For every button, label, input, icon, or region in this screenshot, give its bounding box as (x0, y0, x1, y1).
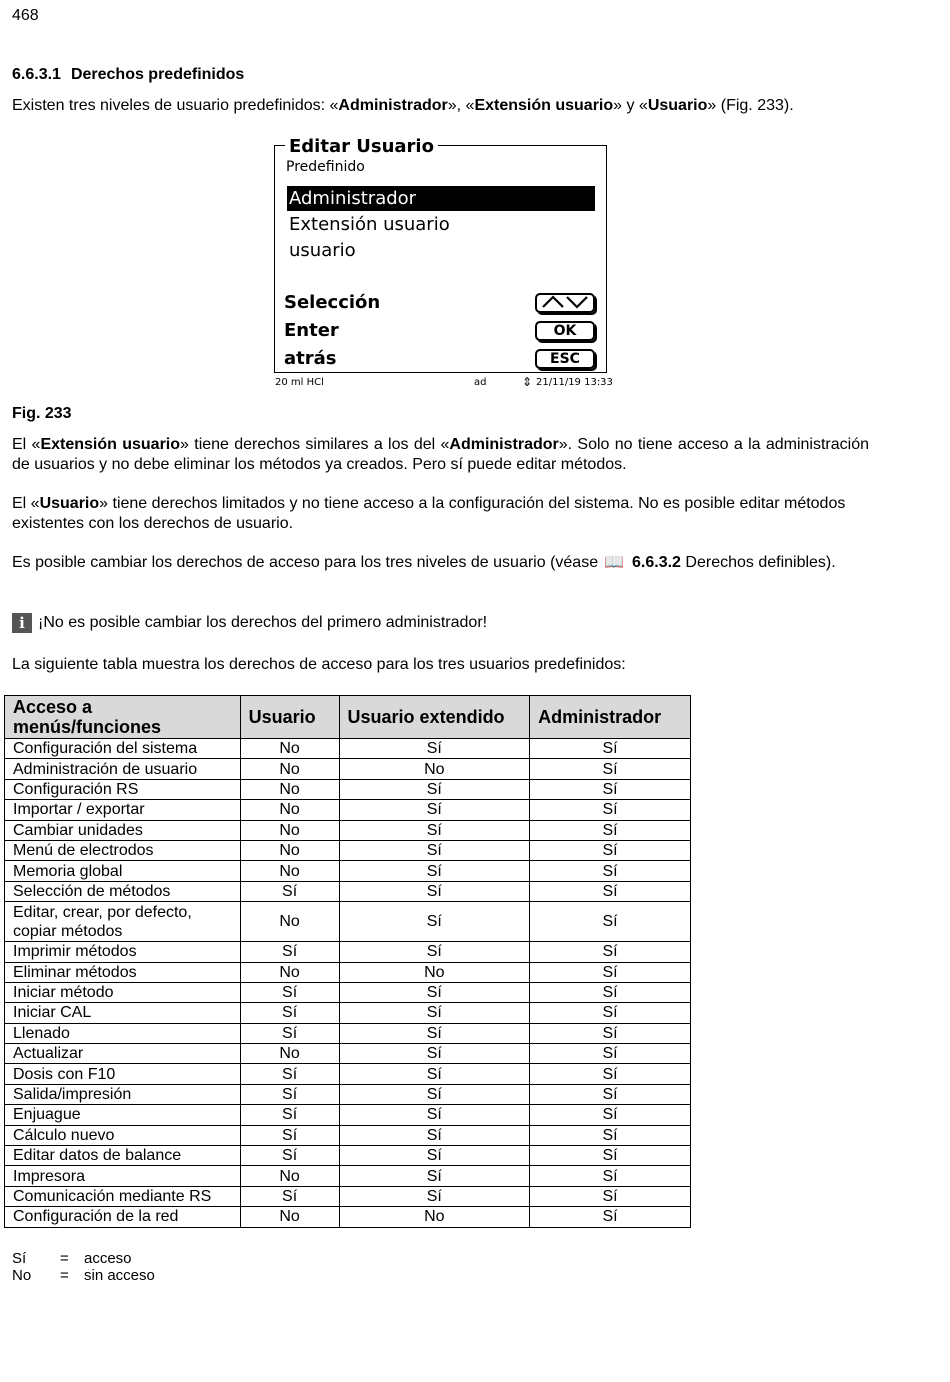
row-access-cell: Sí (530, 942, 691, 962)
row-access-cell: Sí (339, 739, 530, 759)
row-access-cell: Sí (240, 1186, 339, 1206)
table-row (5, 1044, 691, 1064)
row-access-cell: Sí (530, 1105, 691, 1125)
row-access-cell: Sí (339, 942, 530, 962)
row-function-cell: Menú de electrodos (5, 840, 241, 860)
row-access-cell: Sí (339, 1146, 530, 1166)
row-function-cell: Actualizar (5, 1044, 241, 1064)
table-row (5, 820, 691, 840)
row-function-cell: Editar, crear, por defecto, copiar métodos (5, 902, 241, 942)
usb-icon: ⇕ (522, 375, 533, 389)
row-function-cell: Iniciar método (5, 982, 241, 1002)
row-function-cell: Iniciar CAL (5, 1003, 241, 1023)
table-row (5, 1186, 691, 1206)
table-row (5, 861, 691, 881)
esc-button[interactable]: ESC (535, 349, 595, 369)
row-access-cell: Sí (530, 800, 691, 820)
row-function-cell: Importar / exportar (5, 800, 241, 820)
row-access-cell: Sí (339, 1003, 530, 1023)
row-access-cell: Sí (530, 1003, 691, 1023)
ok-button[interactable]: OK (535, 321, 595, 341)
row-access-cell: Sí (530, 881, 691, 901)
row-access-cell: Sí (530, 982, 691, 1002)
row-access-cell: No (339, 759, 530, 779)
row-access-cell: Sí (530, 779, 691, 799)
table-intro: La siguiente tabla muestra los derechos de acceso para los tres usuarios predefinidos: (12, 656, 626, 673)
row-access-cell: Sí (240, 1003, 339, 1023)
row-access-cell: Sí (339, 1105, 530, 1125)
row-function-cell: Configuración RS (5, 779, 241, 799)
row-access-cell: Sí (530, 962, 691, 982)
table-row (5, 739, 691, 759)
row-access-cell: Sí (530, 1166, 691, 1186)
book-icon: 📖 (604, 554, 625, 571)
screen-subtitle: Predefinido (286, 159, 365, 175)
row-access-cell: No (240, 1044, 339, 1064)
table-row (5, 1084, 691, 1104)
row-access-cell: Sí (240, 1023, 339, 1043)
info-note (12, 613, 869, 633)
table-header-row (5, 696, 691, 739)
section-heading (12, 66, 244, 84)
table-row (5, 942, 691, 962)
row-access-cell: Sí (530, 739, 691, 759)
row-access-cell: Sí (339, 779, 530, 799)
column-header-usuario: Usuario (240, 696, 339, 739)
arrows-key-button[interactable] (535, 293, 595, 313)
row-access-cell: Sí (240, 1084, 339, 1104)
column-header-administrador: Administrador (530, 696, 691, 739)
row-access-cell: Sí (530, 1064, 691, 1084)
row-access-cell: Sí (530, 1146, 691, 1166)
row-function-cell: Impresora (5, 1166, 241, 1186)
status-datetime: 21/11/19 13:33 (536, 377, 613, 388)
section-title: Derechos predefinidos (70, 66, 245, 83)
table-row (5, 982, 691, 1002)
device-screen (274, 136, 607, 373)
row-access-cell: Sí (339, 1125, 530, 1145)
table-row (5, 1125, 691, 1145)
row-function-cell: Configuración del sistema (5, 739, 241, 759)
row-access-cell: No (240, 1207, 339, 1227)
row-function-cell: Configuración de la red (5, 1207, 241, 1227)
row-access-cell: No (240, 1166, 339, 1186)
row-access-cell: Sí (530, 1084, 691, 1104)
row-access-cell: No (240, 861, 339, 881)
row-access-cell: Sí (339, 982, 530, 1002)
row-function-cell: Eliminar métodos (5, 962, 241, 982)
row-access-cell: No (240, 902, 339, 942)
up-down-arrows-icon (539, 295, 591, 309)
row-access-cell: Sí (339, 1166, 530, 1186)
row-function-cell: Dosis con F10 (5, 1064, 241, 1084)
screen-title: Editar Usuario (285, 136, 438, 158)
row-function-cell: Llenado (5, 1023, 241, 1043)
row-access-cell: Sí (530, 1207, 691, 1227)
row-access-cell: Sí (530, 1186, 691, 1206)
row-access-cell: No (240, 759, 339, 779)
column-header-usuario-extendido: Usuario extendido (339, 696, 530, 739)
paragraph-usuario: El «Usuario» tiene derechos limitados y no tiene acceso a la configuración del sistema. No es posible editar métodos existentes con los derechos de usuario. (12, 495, 846, 532)
page-number: 468 (12, 7, 39, 24)
row-function-cell: Comunicación mediante RS (5, 1186, 241, 1206)
table-row (5, 800, 691, 820)
table-row (5, 1166, 691, 1186)
row-access-cell: Sí (339, 840, 530, 860)
row-access-cell: Sí (339, 881, 530, 901)
row-access-cell: Sí (339, 1186, 530, 1206)
table-row (5, 759, 691, 779)
section-number: 6.6.3.1 (12, 66, 61, 83)
row-access-cell: Sí (339, 1023, 530, 1043)
info-icon: i (12, 613, 32, 633)
table-row (5, 1207, 691, 1227)
menu-item-usuario[interactable]: usuario (289, 240, 356, 261)
table-row (5, 1023, 691, 1043)
row-access-cell: Sí (530, 861, 691, 881)
row-access-cell: Sí (339, 861, 530, 881)
row-access-cell: Sí (240, 1064, 339, 1084)
row-access-cell: No (240, 800, 339, 820)
row-access-cell: Sí (240, 982, 339, 1002)
table-row (5, 1146, 691, 1166)
row-function-cell: Salida/impresión (5, 1084, 241, 1104)
row-function-cell: Cálculo nuevo (5, 1125, 241, 1145)
figure-caption: Fig. 233 (12, 405, 72, 422)
row-access-cell: Sí (240, 1125, 339, 1145)
intro-paragraph: Existen tres niveles de usuario predefinidos: «Administrador», «Extensión usuario» y «Usuario» (Fig. 233). (12, 97, 794, 114)
legend-row: No = sin acceso (12, 1267, 155, 1284)
row-access-cell: Sí (530, 902, 691, 942)
row-access-cell: Sí (530, 1023, 691, 1043)
row-access-cell: Sí (530, 840, 691, 860)
row-access-cell: Sí (530, 820, 691, 840)
table-row (5, 1064, 691, 1084)
table-row (5, 1105, 691, 1125)
column-header-acceso: Acceso a menús/funciones (5, 696, 241, 739)
row-access-cell: Sí (339, 902, 530, 942)
table-row (5, 962, 691, 982)
table-row (5, 779, 691, 799)
row-access-cell: Sí (240, 1146, 339, 1166)
row-access-cell: Sí (530, 1125, 691, 1145)
table-row (5, 1003, 691, 1023)
row-access-cell: No (240, 779, 339, 799)
row-function-cell: Imprimir métodos (5, 942, 241, 962)
paragraph-extension-usuario: El «Extensión usuario» tiene derechos similares a los del «Administrador». Solo no tiene acceso a la administración de usuarios y no debe eliminar los métodos ya creados. Pero sí puede editar métodos. (12, 436, 870, 473)
row-access-cell: No (339, 962, 530, 982)
row-access-cell: Sí (240, 1105, 339, 1125)
row-access-cell: Sí (339, 800, 530, 820)
row-access-cell: No (240, 820, 339, 840)
row-access-cell: No (240, 739, 339, 759)
row-function-cell: Enjuague (5, 1105, 241, 1125)
status-user: ad (474, 377, 487, 388)
status-reagent: 20 ml HCl (275, 377, 324, 388)
row-function-cell: Selección de métodos (5, 881, 241, 901)
table-row (5, 881, 691, 901)
row-access-cell: No (240, 962, 339, 982)
row-access-cell: Sí (530, 759, 691, 779)
menu-item-administrador[interactable]: Administrador (287, 186, 595, 211)
row-access-cell: Sí (339, 1084, 530, 1104)
access-rights-table (4, 695, 691, 1228)
action-label-enter: Enter (284, 320, 339, 341)
note-text: ¡No es posible cambiar los derechos del primero administrador! (38, 614, 488, 631)
action-label-seleccion: Selección (284, 292, 381, 313)
section-reference-link[interactable]: 6.6.3.2 (632, 554, 681, 571)
table-row (5, 902, 691, 942)
row-access-cell: Sí (240, 942, 339, 962)
row-access-cell: Sí (240, 881, 339, 901)
row-function-cell: Editar datos de balance (5, 1146, 241, 1166)
row-access-cell: Sí (339, 1064, 530, 1084)
legend-row: Sí = acceso (12, 1250, 132, 1267)
row-access-cell: Sí (339, 820, 530, 840)
row-function-cell: Memoria global (5, 861, 241, 881)
action-label-atras: atrás (284, 348, 337, 369)
row-function-cell: Administración de usuario (5, 759, 241, 779)
table-row (5, 840, 691, 860)
menu-item-extension-usuario[interactable]: Extensión usuario (289, 214, 450, 235)
row-access-cell: Sí (530, 1044, 691, 1064)
row-access-cell: No (339, 1207, 530, 1227)
row-function-cell: Cambiar unidades (5, 820, 241, 840)
row-access-cell: Sí (339, 1044, 530, 1064)
row-access-cell: No (240, 840, 339, 860)
paragraph-change-rights: Es posible cambiar los derechos de acceso para los tres niveles de usuario (véase 📖 6.6.3.2 Derechos definibles). (12, 554, 836, 571)
